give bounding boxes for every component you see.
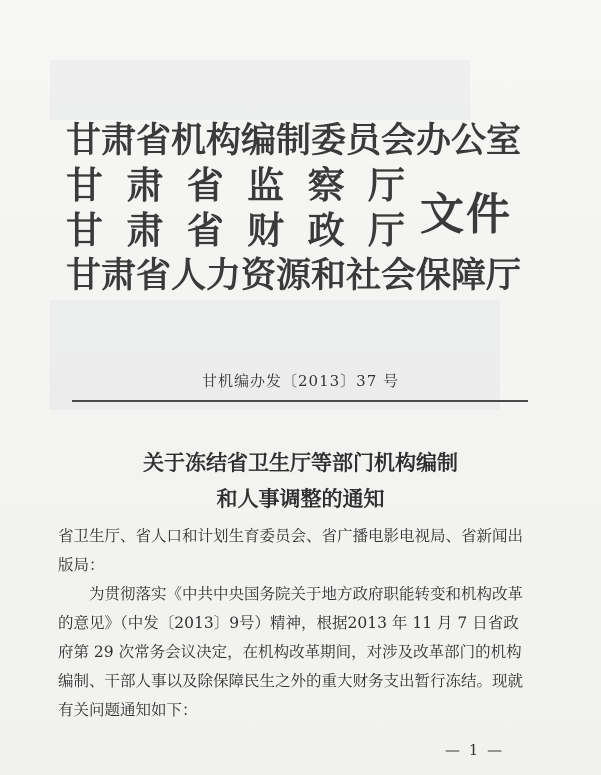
issuer-line-4: 甘肃省人力资源和社会保障厅 [66, 255, 522, 296]
issuer-char: 甘 [66, 208, 104, 252]
document-number: 甘机编办发〔2013〕37 号 [201, 372, 400, 390]
issuer-char: 厅 [367, 163, 406, 207]
notice-body [58, 522, 526, 725]
issuer-char: 政 [307, 208, 346, 252]
issuer-char: 肃 [126, 208, 165, 252]
issuer-char: 财 [247, 208, 286, 252]
issuer-line-2 [66, 163, 406, 208]
document-label: 文件 [420, 189, 512, 240]
issuer-char: 省 [186, 208, 225, 252]
notice-title [0, 448, 601, 520]
issuer-char: 省 [186, 163, 225, 207]
issuer-char: 察 [307, 163, 346, 207]
addressees: 省卫生厅、省人口和计划生育委员会、省广播电影电视局、省新闻出版局： [58, 527, 524, 574]
header-divider [72, 400, 528, 402]
background-shadow [50, 60, 470, 120]
issuer-char: 厅 [367, 208, 406, 252]
issuer-char: 甘 [66, 163, 104, 207]
issuer-char: 监 [247, 163, 286, 207]
issuer-line-3 [66, 208, 406, 253]
title-line-1: 关于冻结省卫生厅等部门机构编制 [143, 450, 458, 475]
issuer-line-1: 甘肃省机构编制委员会办公室 [66, 120, 522, 161]
page-number: — 1 — [445, 741, 505, 759]
body-paragraph-1: 为贯彻落实《中共中央国务院关于地方政府职能转变和机构改革的意见》（中发〔2013〕9号）精神，根据2013 年 11 月 7 日省政府第 29 次常务会议决定，在机构改革期间，对涉及改革部门的机构编制、干部人事以及除保障民生之外的重大财务支出暂行冻结。现就有关问题通知如下： [58, 585, 524, 719]
issuer-char: 肃 [126, 163, 165, 207]
title-line-2: 和人事调整的通知 [216, 486, 385, 511]
background-shadow [50, 300, 500, 410]
